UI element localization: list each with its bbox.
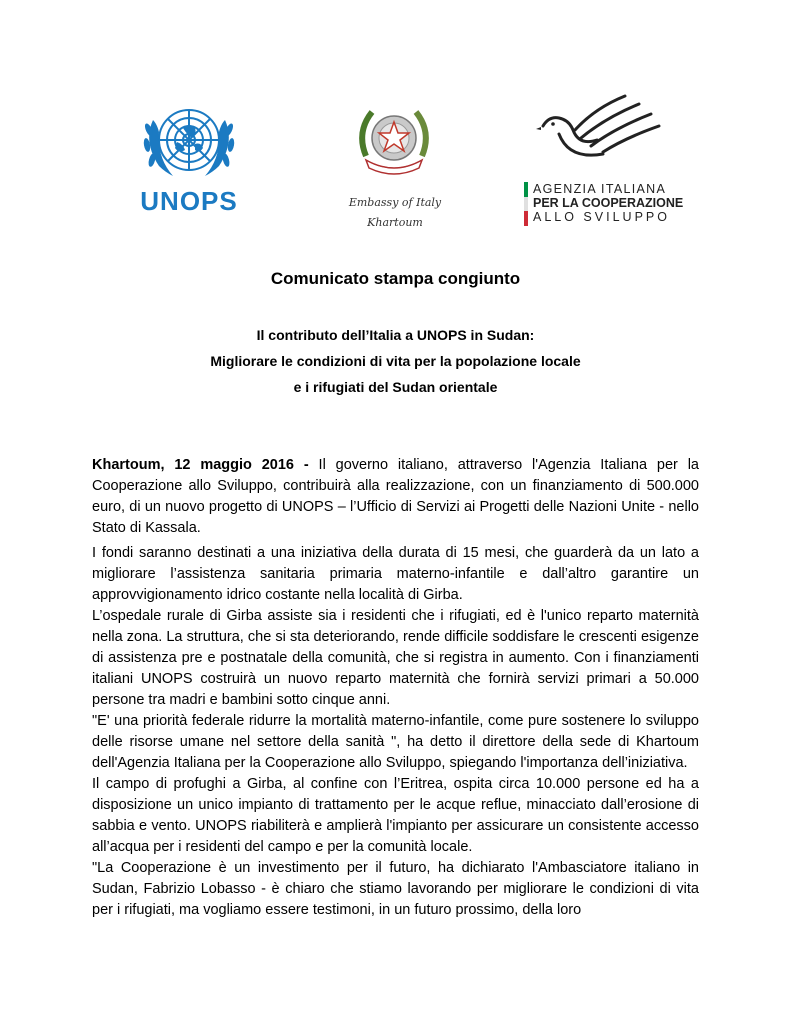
paragraph-intro xyxy=(92,455,699,539)
embassy-label: Embassy of Italy xyxy=(348,196,442,209)
subtitle-line-3: e i rifugiati del Sudan orientale xyxy=(293,379,498,395)
aics-line-2: PER LA COOPERAZIONE xyxy=(533,196,684,210)
italian-emblem-icon xyxy=(352,100,436,184)
unops-logo-text: UNOPS xyxy=(140,186,238,216)
dateline: Khartoum, 12 maggio 2016 - xyxy=(92,457,309,473)
paragraph-1-text: Il governo italiano, attraverso l'Agenzia Italiana per la Cooperazione allo Sviluppo, contribuirà alla realizzazione, con un finanziamento di 500.000 euro, di un nuovo progetto di UNOPS – l’Ufficio di Servizi ai Progetti delle Nazioni Unite - nello Stato di Kassala. xyxy=(92,457,699,536)
embassy-city: Khartoum xyxy=(367,216,423,229)
subtitle-line-1: Il contributo dell’Italia a UNOPS in Sudan: xyxy=(256,327,535,343)
paragraph-5: Il campo di profughi a Girba, al confine con l’Eritrea, ospita circa 10.000 persone ed ha a disposizione un unico impianto di trattamento per le acque reflue, minacciato dall’erosione di sabbia e vento. UNOPS riabiliterà e amplierà l'impianto per assicurare un consistente accesso all’acqua per i residenti del campo e per la comunità locale. xyxy=(92,776,699,855)
aics-logo-text xyxy=(533,182,683,224)
italian-flag-bar xyxy=(524,182,528,226)
aics-line-1: AGENZIA ITALIANA xyxy=(533,182,667,196)
aics-line-3: ALLO SVILUPPO xyxy=(533,210,670,224)
paragraph-3: L’ospedale rurale di Girba assiste sia i residenti che i rifugiati, ed è l'unico reparto maternità nella zona. La struttura, che si sta deteriorando, rende difficile soddisfare le crescenti esigenze di assistenza pre e postnatale della comunità, che si registra in aumento. Con i finanziamenti italiani UNOPS costruirà un nuovo reparto maternità che fornirà servizi primari a 50.000 persone tra madri e bambini sotto cinque anni. xyxy=(92,608,699,708)
page-title: Comunicato stampa congiunto xyxy=(270,269,521,288)
dove-icon xyxy=(535,94,665,174)
paragraph-4: "E' una priorità federale ridurre la mortalità materno-infantile, come pure sostenere lo sviluppo delle risorse umane nel settore della sanità ", ha detto il direttore della sede di Khartoum dell'Agenzia Italiana per la Cooperazione allo Sviluppo, spiegando l'importanza dell’iniziativa. xyxy=(92,713,699,771)
press-release-body xyxy=(92,455,699,921)
paragraph-2: I fondi saranno destinati a una iniziativa della durata di 15 mesi, che guarderà da un lato a migliorare l’assistenza sanitaria primaria materno-infantile e dall’altro garantire un approvvigionamento idrico costante nella località di Girba. xyxy=(92,545,699,603)
subtitle-line-2: Migliorare le condizioni di vita per la popolazione locale xyxy=(210,353,581,369)
paragraph-6: "La Cooperazione è un investimento per il futuro, ha dichiarato l'Ambasciatore italiano in Sudan, Fabrizio Lobasso - è chiaro che stiamo lavorando per migliorare le condizioni di vita per i rifugiati, ma vogliamo essere testimoni, in un futuro prossimo, della loro xyxy=(92,860,699,918)
